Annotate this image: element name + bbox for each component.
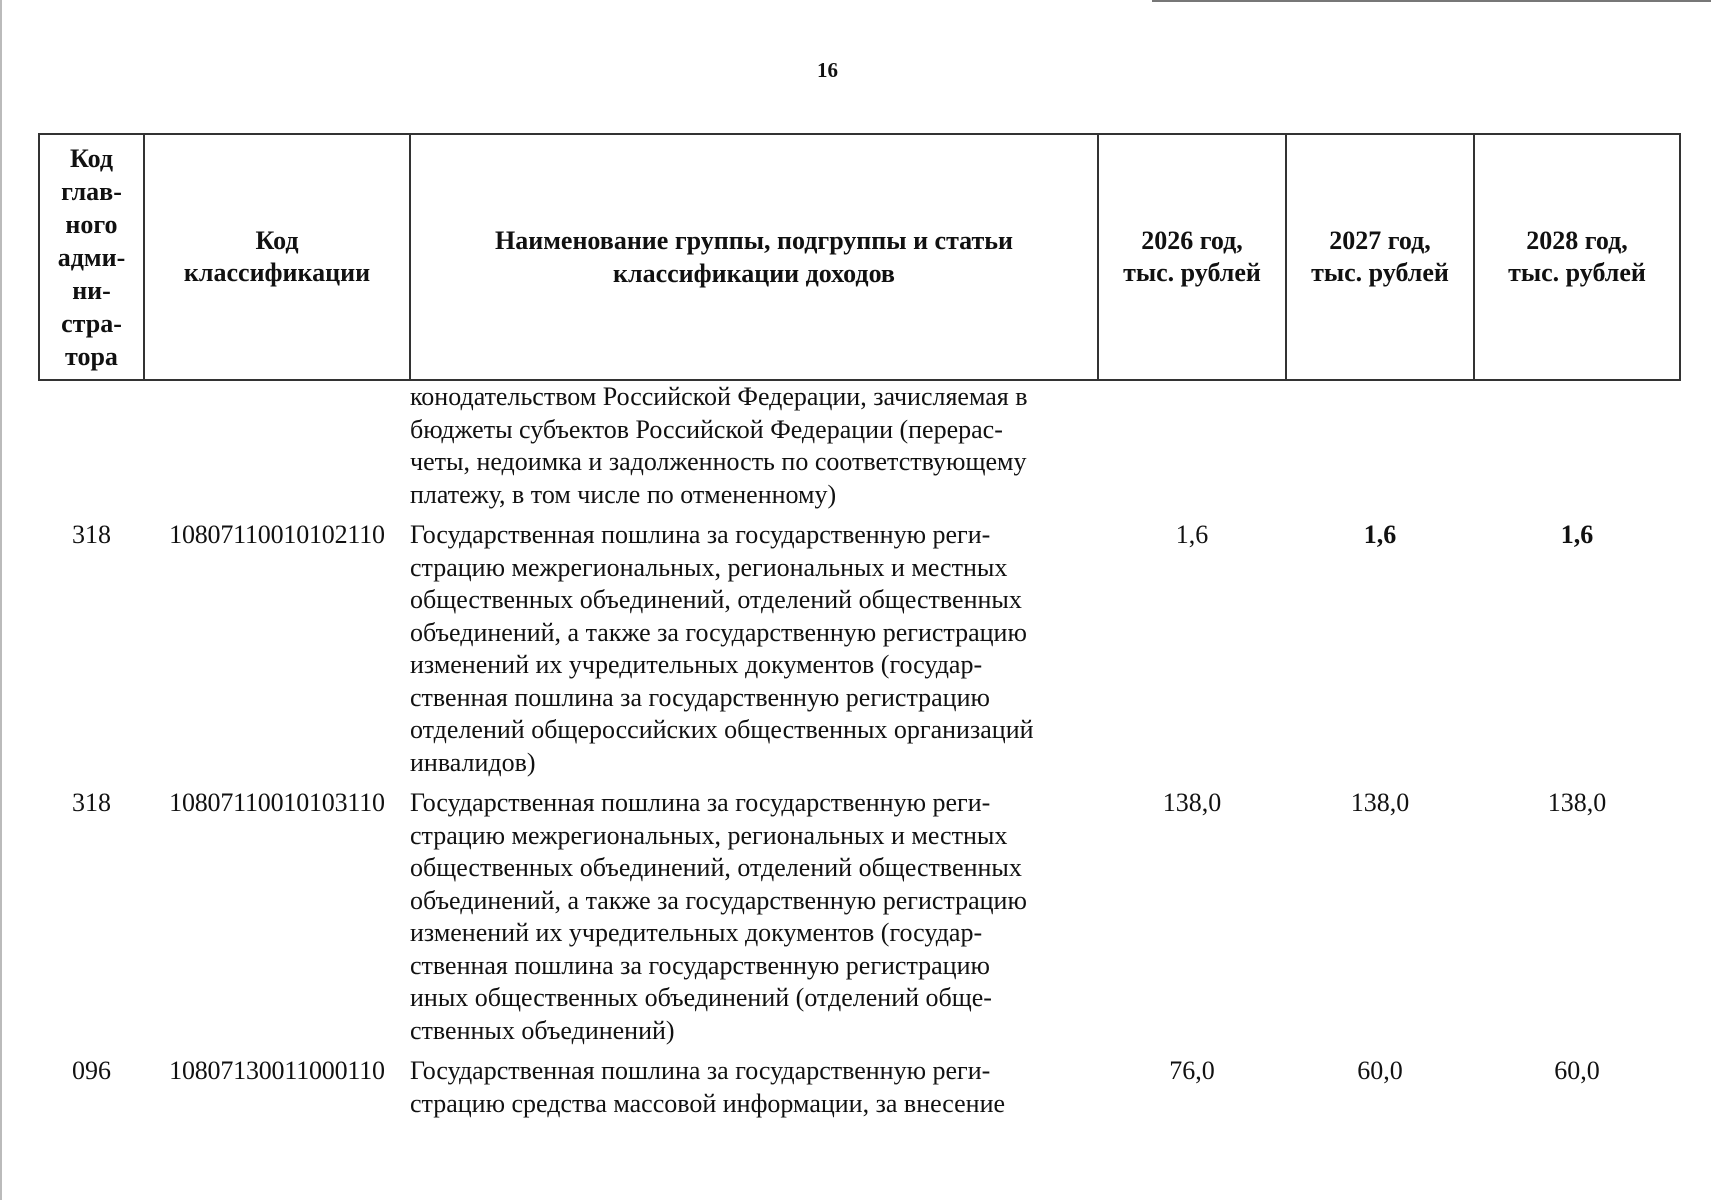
row-value-2027: 138,0 bbox=[1350, 788, 1410, 817]
row-admin-code: 096 bbox=[72, 1056, 111, 1085]
row-value-2027: 1,6 bbox=[1363, 520, 1397, 549]
table-row bbox=[39, 511, 1680, 779]
row-classification-code: 10807110010103110 bbox=[169, 788, 385, 817]
table-row bbox=[39, 1047, 1680, 1120]
row-value-2028: 138,0 bbox=[1547, 788, 1607, 817]
row-description: Государственная пошлина за государственную реги- страцию межрегиональных, региональных и местных общественных объединений, отделений общественных объединений, а также за государственную регистрацию изменений их учредительных документов (государ- ственная пошлина за государственную регистрацию иных общественных объединений (отделений обще- ственных объединений) bbox=[410, 788, 1027, 1045]
row-value-2028: 1,6 bbox=[1560, 520, 1594, 549]
table-header-row bbox=[39, 134, 1680, 380]
row-description: конодательством Российской Федерации, зачисляемая в бюджеты субъектов Российской Федерации (перерас- четы, недоимка и задолженность по соответствующему платежу, в том числе по отмененному) bbox=[410, 382, 1028, 509]
row-description: Государственная пошлина за государственную реги- страцию межрегиональных, региональных и местных общественных объединений, отделений общественных объединений, а также за государственную регистрацию изменений их учредительных документов (государ- ственная пошлина за государственную регистрацию отделений общероссийских общественных организаций инвалидов) bbox=[410, 520, 1034, 777]
row-value-2028: 60,0 bbox=[1554, 1056, 1600, 1085]
scan-border-left bbox=[0, 0, 2, 1200]
revenue-table bbox=[38, 133, 1681, 1120]
row-classification-code: 10807110010102110 bbox=[169, 520, 385, 549]
header-admin-code: Код глав- ного адми- ни- стра- тора bbox=[39, 134, 144, 380]
row-classification-code: 10807130011000110 bbox=[169, 1056, 385, 1085]
table-row-continuation bbox=[39, 380, 1680, 511]
row-admin-code: 318 bbox=[72, 520, 111, 549]
page-number: 16 bbox=[817, 58, 838, 82]
row-value-2026: 138,0 bbox=[1162, 788, 1222, 817]
header-year-2028: 2028 год, тыс. рублей bbox=[1474, 134, 1680, 380]
table-row bbox=[39, 779, 1680, 1047]
header-year-2026: 2026 год, тыс. рублей bbox=[1098, 134, 1286, 380]
row-value-2026: 1,6 bbox=[1175, 520, 1209, 549]
header-name: Наименование группы, подгруппы и статьи классификации доходов bbox=[410, 134, 1098, 380]
header-classification-code: Код классификации bbox=[144, 134, 410, 380]
row-value-2027: 60,0 bbox=[1357, 1056, 1403, 1085]
scan-border-top bbox=[1152, 0, 1711, 2]
row-description: Государственная пошлина за государственную реги- страцию средства массовой информации, за внесение bbox=[410, 1056, 1006, 1118]
row-admin-code: 318 bbox=[72, 788, 111, 817]
row-value-2026: 76,0 bbox=[1169, 1056, 1215, 1085]
header-year-2027: 2027 год, тыс. рублей bbox=[1286, 134, 1474, 380]
